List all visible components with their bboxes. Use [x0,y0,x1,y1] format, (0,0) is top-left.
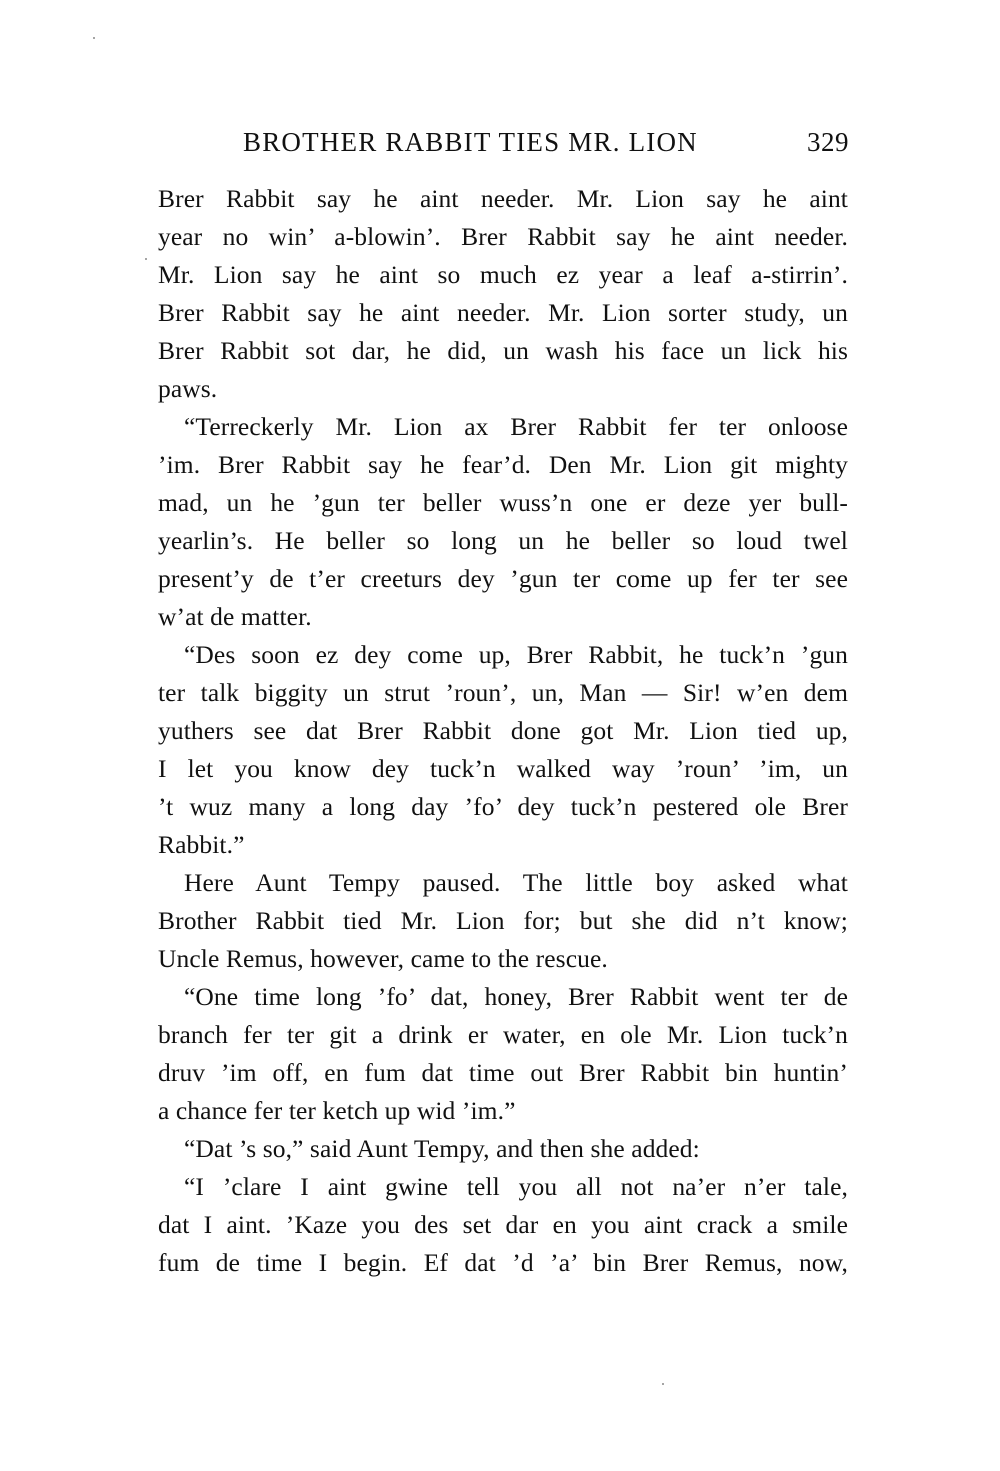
text-line: dat I aint. ’Kaze you des set dar en you aint crack a smile [158,1210,848,1239]
text-line: Mr. Lion say he aint so much ez year a leaf a-stirrin’. [158,260,848,289]
text-line: ’im. Brer Rabbit say he fear’d. Den Mr. Lion git mighty [158,450,848,479]
text-line: Brer Rabbit sot dar, he did, un wash his face un lick his [158,336,848,365]
running-header [243,124,849,160]
paper-speck [145,258,147,260]
text-line: “Dat ’s so,” said Aunt Tempy, and then she added: [184,1134,700,1163]
text-line: ter talk biggity un strut ’roun’, un, Man — Sir! w’en dem [158,678,848,707]
page-number: 329 [807,127,849,157]
text-line: mad, un he ’gun ter beller wuss’n one er deze yer bull- [158,488,848,517]
text-line: I let you know dey tuck’n walked way ’roun’ ’im, un [158,754,848,783]
paper-speck [662,1383,664,1385]
text-line: Brer Rabbit say he aint needer. Mr. Lion sorter study, un [158,298,848,327]
text-line: “One time long ’fo’ dat, honey, Brer Rabbit went ter de [184,982,848,1011]
text-line: ’t wuz many a long day ’fo’ dey tuck’n pestered ole Brer [158,792,848,821]
text-line: “I ’clare I aint gwine tell you all not na’er n’er tale, [184,1172,848,1201]
text-line: Brother Rabbit tied Mr. Lion for; but she did n’t know; [158,906,848,935]
text-line: Here Aunt Tempy paused. The little boy asked what [184,868,848,897]
text-line: w’at de matter. [158,602,312,631]
text-line: Brer Rabbit say he aint needer. Mr. Lion say he aint [158,184,848,213]
text-line: present’y de t’er creeturs dey ’gun ter come up fer ter see [158,564,848,593]
paper-speck [93,37,95,39]
text-line: Rabbit.” [158,830,245,859]
text-line: Uncle Remus, however, came to the rescue. [158,944,608,973]
text-line: year no win’ a-blowin’. Brer Rabbit say he aint needer. [158,222,848,251]
body-text [158,180,848,1282]
text-line: yearlin’s. He beller so long un he beller so loud twel [158,526,848,555]
text-line: yuthers see dat Brer Rabbit done got Mr. Lion tied up, [158,716,848,745]
text-line: fum de time I begin. Ef dat ’d ’a’ bin Brer Remus, now, [158,1248,848,1277]
running-header-title: BROTHER RABBIT TIES MR. LION [243,127,698,157]
text-line: “Des soon ez dey come up, Brer Rabbit, he tuck’n ’gun [184,640,848,669]
text-line: druv ’im off, en fum dat time out Brer Rabbit bin huntin’ [158,1058,848,1087]
text-line: a chance fer ter ketch up wid ’im.” [158,1096,516,1125]
text-line: paws. [158,374,218,403]
text-line: branch fer ter git a drink er water, en ole Mr. Lion tuck’n [158,1020,848,1049]
text-line: “Terreckerly Mr. Lion ax Brer Rabbit fer ter onloose [184,412,848,441]
